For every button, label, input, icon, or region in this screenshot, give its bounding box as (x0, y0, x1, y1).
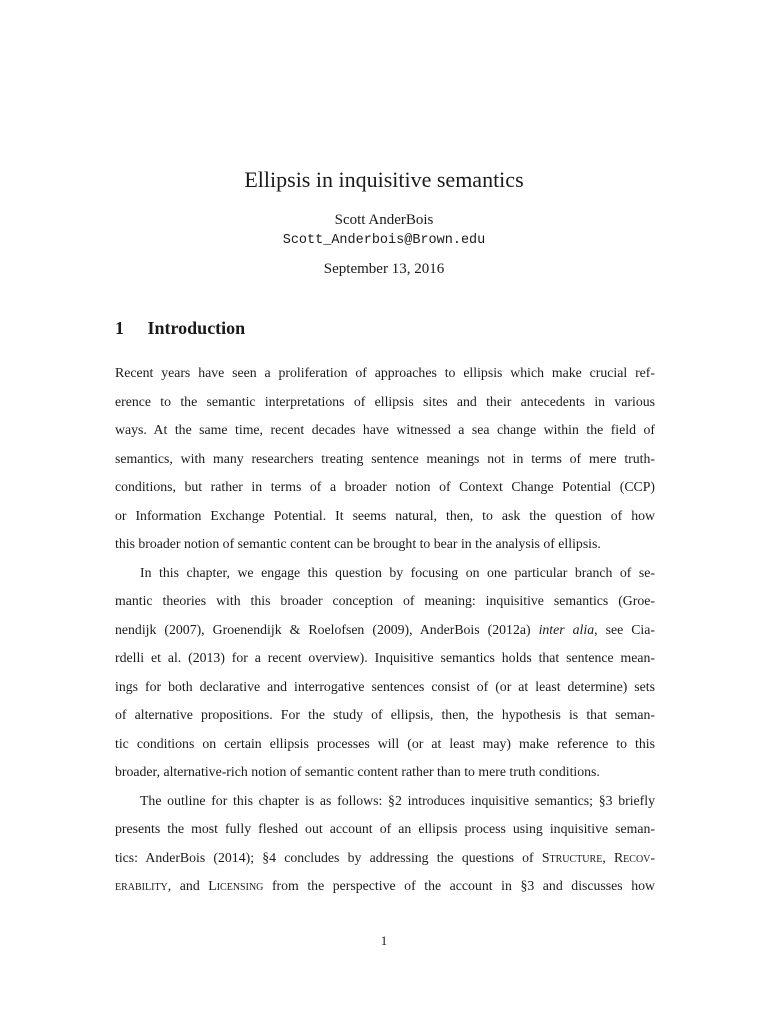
paragraph-3-line-3-c: , (602, 849, 614, 865)
section-title: Introduction (147, 318, 246, 338)
paragraph-1-line-5: conditions, but rather in terms of a broader notion of Context Change Potential (CCP) (115, 479, 655, 494)
paragraph-2-line-5: ings for both declarative and interrogative sentences consist of (or at least determine) sets (115, 678, 655, 694)
paragraph-3-line-1: The outline for this chapter is as follows: §2 introduces inquisitive semantics; §3 briefly (140, 792, 655, 808)
paragraph-2-line-6: of alternative propositions. For the study of ellipsis, then, the hypothesis is that seman- (115, 707, 655, 722)
paragraph-2-line-8: broader, alternative-rich notion of semantic content rather than to mere truth conditions. (115, 764, 600, 779)
paragraph-2-line-4: rdelli et al. (2013) for a recent overview). Inquisitive semantics holds that sentence mean- (115, 650, 655, 665)
paper-title: Ellipsis in inquisitive semantics (244, 167, 524, 192)
paragraph-2-line-7: tic conditions on certain ellipsis processes will (or at least may) make reference to this (115, 735, 655, 751)
licensing-smallcaps: Licensing (208, 878, 264, 893)
section-heading (115, 316, 245, 340)
paragraph-1-line-2: erence to the semantic interpretations of ellipsis sites and their antecedents in various (115, 393, 655, 409)
paragraph-1-line-4: semantics, with many researchers treating sentence meanings not in terms of mere truth- (115, 450, 655, 466)
paragraph-3-line-4-d: from the perspective of the account in §3 and discusses how (263, 878, 655, 893)
paragraph-2-line-2: mantic theories with this broader conception of meaning: inquisitive semantics (Groe- (115, 593, 655, 608)
recoverability-smallcaps-part-2: erability (115, 878, 168, 893)
page-number: 1 (380, 933, 388, 948)
paragraph-3-line-3-a: tics: AnderBois (2014); §4 concludes by addressing the questions of (115, 849, 542, 865)
paragraph-2-line-3-a: nendijk (2007), Groenendijk & Roelofsen (2009), AnderBois (2012a) (115, 621, 539, 637)
paragraph-1-line-3: ways. At the same time, recent decades have witnessed a sea change within the field of (115, 422, 655, 437)
section-number: 1 (115, 318, 124, 338)
structure-smallcaps: Structure (541, 849, 603, 865)
inter-alia-italic: inter alia (538, 621, 595, 637)
paragraph-2-line-3 (115, 616, 655, 645)
recoverability-smallcaps-part-1: Recov- (613, 849, 655, 865)
paragraph-3-line-3 (115, 844, 655, 873)
author-email: Scott_Anderbois@Brown.edu (282, 233, 486, 248)
paragraph-3-line-4 (115, 872, 655, 901)
body-text (115, 359, 655, 901)
author-name: Scott AnderBois (334, 212, 434, 228)
paragraph-1-line-6: or Information Exchange Potential. It seems natural, then, to ask the question of how (115, 507, 655, 523)
paragraph-2-line-3-c: , see Cia- (594, 621, 655, 637)
paragraph-3-line-2: presents the most fully fleshed out account of an ellipsis process using inquisitive seman- (115, 821, 655, 836)
paragraph-1-line-1: Recent years have seen a proliferation of approaches to ellipsis which make crucial ref- (115, 365, 655, 380)
paper-date: September 13, 2016 (323, 261, 445, 277)
paragraph-3-line-4-b: , and (167, 878, 209, 893)
paragraph-1-line-7: this broader notion of semantic content can be brought to bear in the analysis of ellipsis. (115, 536, 601, 551)
paragraph-2-line-1: In this chapter, we engage this question by focusing on one particular branch of se- (140, 564, 655, 580)
